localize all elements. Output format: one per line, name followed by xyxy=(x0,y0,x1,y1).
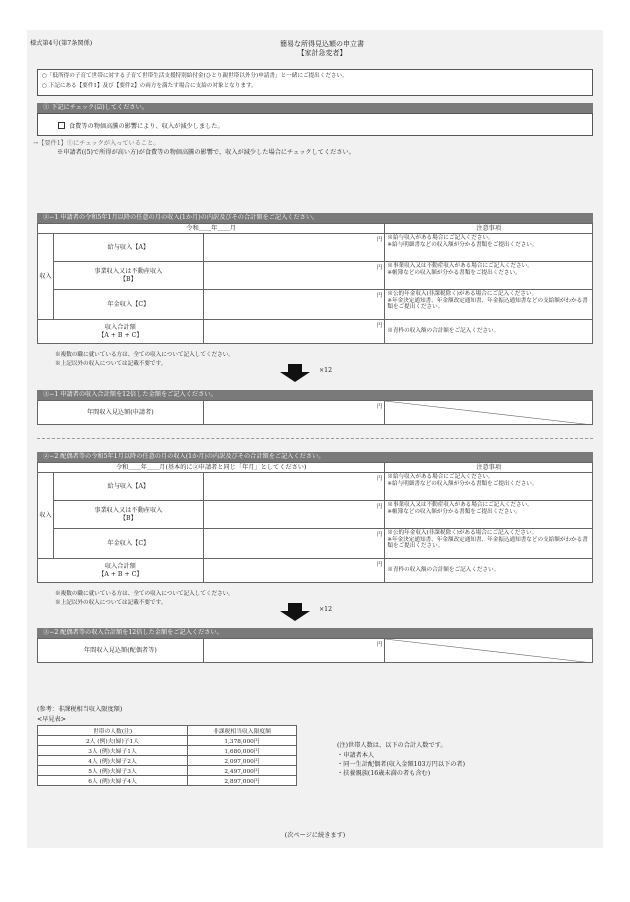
checkbox[interactable] xyxy=(58,122,65,129)
section2-2-header: ②−2 配偶者等の令和5年1月以降の任意の月の収入(1か月)の内訳及びその合計額をご記入ください。 xyxy=(37,452,593,462)
yen-unit: 円 xyxy=(376,265,383,271)
annual-income-spouse-input[interactable] xyxy=(203,639,385,663)
business-amount-input[interactable] xyxy=(203,501,385,529)
reference-title: (参考：非課税相当収入限度額) xyxy=(37,706,123,713)
yen-unit: 円 xyxy=(376,293,383,299)
notes-header: 注意事項 xyxy=(385,224,593,234)
intro-line-2: ○ 下記にある【要件1】及び【要件2】の両方を満たす場合に支給の対象となります。 xyxy=(42,82,257,89)
salary-note: ※給与収入がある場合にご記入ください。 ※給与明細書などの収入額が分かる書類をご提出ください。 xyxy=(385,473,593,501)
form-number: 様式第4号(第7条関係) xyxy=(30,40,93,47)
checkbox-label: 食費等の物価高騰の影響により、収入が減少しました。 xyxy=(69,123,224,130)
section2-1-foot-1: ※複数の職に就いている方は、全ての収入について記入してください。 xyxy=(55,352,234,358)
business-amount-input[interactable] xyxy=(203,262,385,290)
section2-1-foot-2: ※上記以外の収入については記載不要です。 xyxy=(55,361,167,367)
down-arrow-stem xyxy=(288,603,302,611)
yen-unit: 円 xyxy=(376,323,383,329)
notes-header: 注意事項 xyxy=(385,463,593,473)
annual-income-spouse-label: 年間収入見込額(配偶者等) xyxy=(38,639,204,663)
reference-row-people: 2人 (例)夫(婦)子1人 xyxy=(38,736,188,746)
form-title: 簡易な所得見込額の申立書 xyxy=(280,40,364,48)
reference-col-limit: 非課税相当収入限度額 xyxy=(188,726,297,736)
form-sheet xyxy=(27,30,603,848)
section2-1-header: ②−1 申請者の令和5年1月以降の任意の月の収入(1か月)の内訳及びその合計額をご記入ください。 xyxy=(37,213,593,223)
business-label: 事業収入又は不動産収入 【B】 xyxy=(53,501,203,529)
salary-amount-input[interactable] xyxy=(203,234,385,262)
yen-unit: 円 xyxy=(376,476,383,482)
total-amount-input[interactable] xyxy=(203,320,385,344)
reference-row-people: 6人 (例)夫婦子4人 xyxy=(38,776,188,786)
section1-box xyxy=(37,113,593,136)
down-arrow-icon xyxy=(280,372,310,382)
requirement1-explanation: ※申請者((5)で所得が高い方)が食費等の物価高騰の影響で、収入が減少した場合にチェックしてください。 xyxy=(57,149,355,156)
reference-col-people: 世帯の人数(注) xyxy=(38,726,188,736)
reference-row-limit: 2,097,000円 xyxy=(188,756,297,766)
household-note-item: ・申請者本人 xyxy=(337,752,375,759)
pension-amount-input[interactable] xyxy=(203,290,385,320)
reference-table xyxy=(37,725,297,786)
annual-income-applicant-label: 年間収入見込額(申請者) xyxy=(38,401,204,425)
salary-label: 給与収入【A】 xyxy=(53,234,203,262)
household-note-title: (注)世帯人数は、以下の合計人数です。 xyxy=(337,742,447,749)
intro-line-1: ○「低所得の子育て世帯に対する子育て世帯生活支援特別給付金(ひとり親世帯以外分)申請書」と一緒にご提出ください。 xyxy=(42,73,348,79)
business-label: 事業収入又は不動産収入 【B】 xyxy=(53,262,203,290)
reference-row-limit: 2,497,000円 xyxy=(188,766,297,776)
section2-2-foot-1: ※複数の職に就いている方は、全ての収入について記入してください。 xyxy=(55,591,234,597)
form-subtitle: 【家計急変者】 xyxy=(297,49,347,57)
section3-1-header: ③−1 申請者の収入合計額を12倍した金額をご記入ください。 xyxy=(37,390,593,400)
income-side-label: 収入 xyxy=(38,234,54,320)
yen-unit: 円 xyxy=(376,642,383,648)
household-note-item: ・扶養親族(16歳未満の者も含む) xyxy=(337,770,431,777)
diagonal-cell xyxy=(385,401,593,425)
business-note: ※事業収入又は不動産収入がある場合にご記入ください。 ※帳簿などの収入額が分かる書類をご提出ください。 xyxy=(385,262,593,290)
dashed-separator xyxy=(37,438,593,439)
salary-note: ※給与収入がある場合にご記入ください。 ※給与明細書などの収入額が分かる書類をご提出ください。 xyxy=(385,234,593,262)
section1-header: ① 下記にチェック(☑)してください。 xyxy=(37,103,593,113)
diagonal-line xyxy=(385,639,593,663)
yen-unit: 円 xyxy=(376,562,383,568)
household-note-item: ・同一生計配偶者(収入金額103万円以下の者) xyxy=(337,761,466,768)
section3-2-header: ③−2 配偶者等の収入合計額を12倍した金額をご記入ください。 xyxy=(37,628,593,638)
total-note: ※青枠の収入額の合計額をご記入ください。 xyxy=(385,320,593,344)
section2-2-foot-2: ※上記以外の収入については記載不要です。 xyxy=(55,600,167,606)
salary-amount-input[interactable] xyxy=(203,473,385,501)
pension-note: ※公的年金収入(非課税除く)がある場合にご記入ください。 ※年金決定通知書、年金額改定通知書、年金振込通知書などの支給額がわかる書類をご提出ください。 xyxy=(385,529,593,559)
pension-amount-input[interactable] xyxy=(203,529,385,559)
total-label: 収入合計額 【A + B + C】 xyxy=(38,320,204,344)
business-note: ※事業収入又は不動産収入がある場合にご記入ください。 ※帳簿などの収入額が分かる書類をご提出ください。 xyxy=(385,501,593,529)
diagonal-line xyxy=(385,401,593,425)
reference-row-limit: 1,680,000円 xyxy=(188,746,297,756)
down-arrow-stem xyxy=(288,364,302,372)
yen-unit: 円 xyxy=(376,404,383,410)
annual-income-applicant-input[interactable] xyxy=(203,401,385,425)
continued-footer: (次ページに続きます) xyxy=(284,832,346,839)
diagonal-cell xyxy=(385,639,593,663)
section3-2-table xyxy=(37,638,593,663)
income-side-label: 収入 xyxy=(38,473,54,559)
reference-row-people: 5人 (例)夫婦子3人 xyxy=(38,766,188,776)
total-label: 収入合計額 【A + B + C】 xyxy=(38,559,204,583)
multiplier-label: ×12 xyxy=(319,367,333,374)
section2-1-table xyxy=(37,223,593,344)
multiplier-label: ×12 xyxy=(319,606,333,613)
month-label: 令和＿＿年＿＿月 xyxy=(38,224,385,234)
reference-subtitle: <早見表> xyxy=(37,716,66,723)
intro-box xyxy=(37,69,593,96)
pension-note: ※公的年金収入(非課税除く)がある場合にご記入ください。 ※年金決定通知書、年金額改定通知書、年金振込通知書などの支給額がわかる書類をご提出ください。 xyxy=(385,290,593,320)
reference-row-limit: 1,378,000円 xyxy=(188,736,297,746)
down-arrow-icon xyxy=(280,611,310,621)
month-label: 令和＿＿年＿＿月(基本的に②申請者と同じ「年月」としてください) xyxy=(38,463,385,473)
requirement1-note: →【要件1】①にチェックが入っていること。 xyxy=(33,140,160,147)
section1-checkbox-row[interactable] xyxy=(58,122,224,131)
yen-unit: 円 xyxy=(376,504,383,510)
reference-row-people: 3人 (例)夫婦子1人 xyxy=(38,746,188,756)
section2-2-table xyxy=(37,462,593,583)
salary-label: 給与収入【A】 xyxy=(53,473,203,501)
pension-label: 年金収入【C】 xyxy=(53,529,203,559)
pension-label: 年金収入【C】 xyxy=(53,290,203,320)
total-note: ※青枠の収入額の合計額をご記入ください。 xyxy=(385,559,593,583)
yen-unit: 円 xyxy=(376,237,383,243)
section3-1-table xyxy=(37,400,593,425)
reference-row-limit: 2,897,000円 xyxy=(188,776,297,786)
yen-unit: 円 xyxy=(376,532,383,538)
total-amount-input[interactable] xyxy=(203,559,385,583)
reference-row-people: 4人 (例)夫婦子2人 xyxy=(38,756,188,766)
